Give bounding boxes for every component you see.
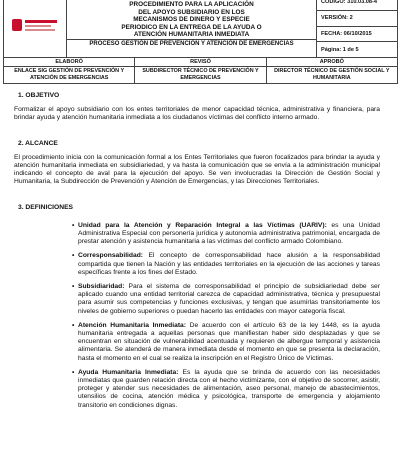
- definition-text: es una Unidad Administrativa Especial con personería jurídica y autonomía administrativa patrimonial, encargada de prestar atención y asistencia humanitaria a las víctimas del conflicto armado Colombiano.: [78, 221, 380, 246]
- definition-term: Subsidiaridad:: [78, 283, 125, 291]
- title-line: DEL APOYO SUBSIDIARIO EN LOS: [138, 8, 245, 16]
- bullet-icon: •: [72, 252, 75, 260]
- definitions-list: [14, 222, 380, 410]
- title-cell: [67, 0, 317, 57]
- definition-term: Unidad para la Atención y Reparación Integral a las Víctimas (UARIV):: [78, 221, 327, 229]
- role-reviewed: REVISÓ: [134, 58, 265, 66]
- role-prepared: ELABORÓ: [55, 59, 83, 65]
- title-line: ATENCIÓN HUMANITARIA INMEDIATA: [133, 31, 250, 39]
- title-line: MECANISMOS DE DINERO Y ESPECIE: [133, 16, 250, 24]
- definitions-heading: 3. DEFINICIONES: [18, 203, 73, 211]
- preparer-name: ENLACE SIG GESTIÓN DE PREVENCIÓN Y ATENCIÓN DE EMERGENCIAS: [14, 68, 125, 81]
- bullet-icon: •: [72, 221, 75, 229]
- definition-text: Es la ayuda que se brinda de acuerdo con las necesidades inmediatas que guarden relación directa con el hecho victimizante, con el objetivo de socorrer, asistir, proteger y atender sus necesidades de alimentación, aseo personal, manejo de abastecimientos, utensilios de cocina, atención médica y psicológica, transporte de emergencia y alojamiento transitorio en condiciones dignas.: [78, 368, 381, 409]
- document-title: [67, 0, 316, 40]
- reviewer-name: SUBDIRECTOR TÉCNICO DE PREVENCIÓN Y EMERGENCIAS: [134, 67, 265, 83]
- definition-term: Atención Humanitaria Inmediata:: [78, 321, 187, 329]
- definition-text: Para el sistema de corresponsabilidad el principio de subsidiariedad debe ser aplicado cuando una entidad territorial carezca de capacidad administrativa, técnica y presupuestal para asumir sus competencias y funciones exclusivas, y tengan que asumirlas transitoriamente los niveles de gobierno superiores o puedan hacerlo las entidades con mayor categoría fiscal.: [78, 283, 380, 315]
- definition-term: Corresponsabilidad:: [78, 252, 144, 260]
- scope-heading: 2. ALCANCE: [18, 139, 58, 147]
- definition-item: [14, 369, 380, 410]
- bullet-icon: •: [72, 283, 75, 291]
- page-number: Página: 1 de 5: [321, 46, 359, 53]
- logo-cell: [4, 0, 67, 57]
- process-name: PROCESO GESTIÓN DE PREVENCIÓN Y ATENCIÓN DE EMERGENCIAS: [89, 41, 294, 47]
- document-version: VERSIÓN: 2: [317, 11, 397, 27]
- institution-logo-icon: [12, 17, 58, 35]
- definition-item: [14, 322, 380, 363]
- document-date: FECHA: 06/10/2015: [317, 27, 397, 43]
- approver-name: DIRECTOR TÉCNICO DE GESTIÓN SOCIAL Y HUMANITARIA: [266, 67, 397, 83]
- document-code: CÓDIGO: 310.03.08-4: [317, 0, 397, 11]
- approval-names-row: [4, 67, 397, 83]
- document-metadata: [317, 0, 397, 57]
- role-approved: APROBÓ: [266, 58, 397, 66]
- bullet-icon: •: [72, 368, 75, 376]
- title-line: PROCEDIMIENTO PARA LA APLICACIÓN: [129, 1, 254, 9]
- definition-text: De acuerdo con el artículo 63 de la ley 1448, es la ayuda humanitaria entregada a aquellas personas que manifiestan haber sido desplazadas y que se encuentran en situación de vulnerabilidad acentuada y requieren de albergue temporal y asistencia alimentaria. Se atenderá de manera inmediata desde el momento en que se presenta la declaración, hasta el momento en el cual se realiza la inscripción en el Registro Único de Víctimas.: [78, 321, 380, 362]
- definition-item: [14, 222, 380, 247]
- approval-roles-row: [4, 58, 397, 67]
- objective-heading: 1. OBJETIVO: [18, 92, 60, 99]
- definition-term: Ayuda Humanitaria Inmediata:: [78, 368, 179, 376]
- bullet-icon: •: [72, 321, 75, 329]
- objective-text: Formalizar el apoyo subsidiario con los entes territoriales de menor capacidad técnica, administrativa y financiera, para brindar ayuda y atención humanitaria inmediata a los ciudadanos víctimas del conflicto interno armado.: [14, 106, 380, 122]
- definition-text: El concepto de corresponsabilidad hace alusión a la responsabilidad compartida que tienen la Nación y las entidades territoriales en la ejecución de las acciones y tareas específicas frente a los fines del Estado.: [78, 252, 380, 276]
- document-body: [14, 92, 380, 416]
- definition-item: [14, 252, 380, 277]
- definition-item: [14, 283, 380, 316]
- title-line: PERIODICO EN LA ENTREGA DE LA AYUDA O: [121, 23, 262, 31]
- document-header: [3, 0, 398, 84]
- scope-text: El procedimiento inicia con la comunicación formal a los Entes Territoriales que fueron focalizados para brindar la ayuda y atención humanitaria inmediata en subsidiariedad, y va hasta la comunicación que se envía a la administración municipal indicando el concepto de aval para la ejecución del apoyo. Se ven involucradas la Dirección de Gestión Social y Humanitaria, la Subdirección de Prevención y Atención de Emergencias, y las Direcciones Territoriales.: [14, 153, 380, 186]
